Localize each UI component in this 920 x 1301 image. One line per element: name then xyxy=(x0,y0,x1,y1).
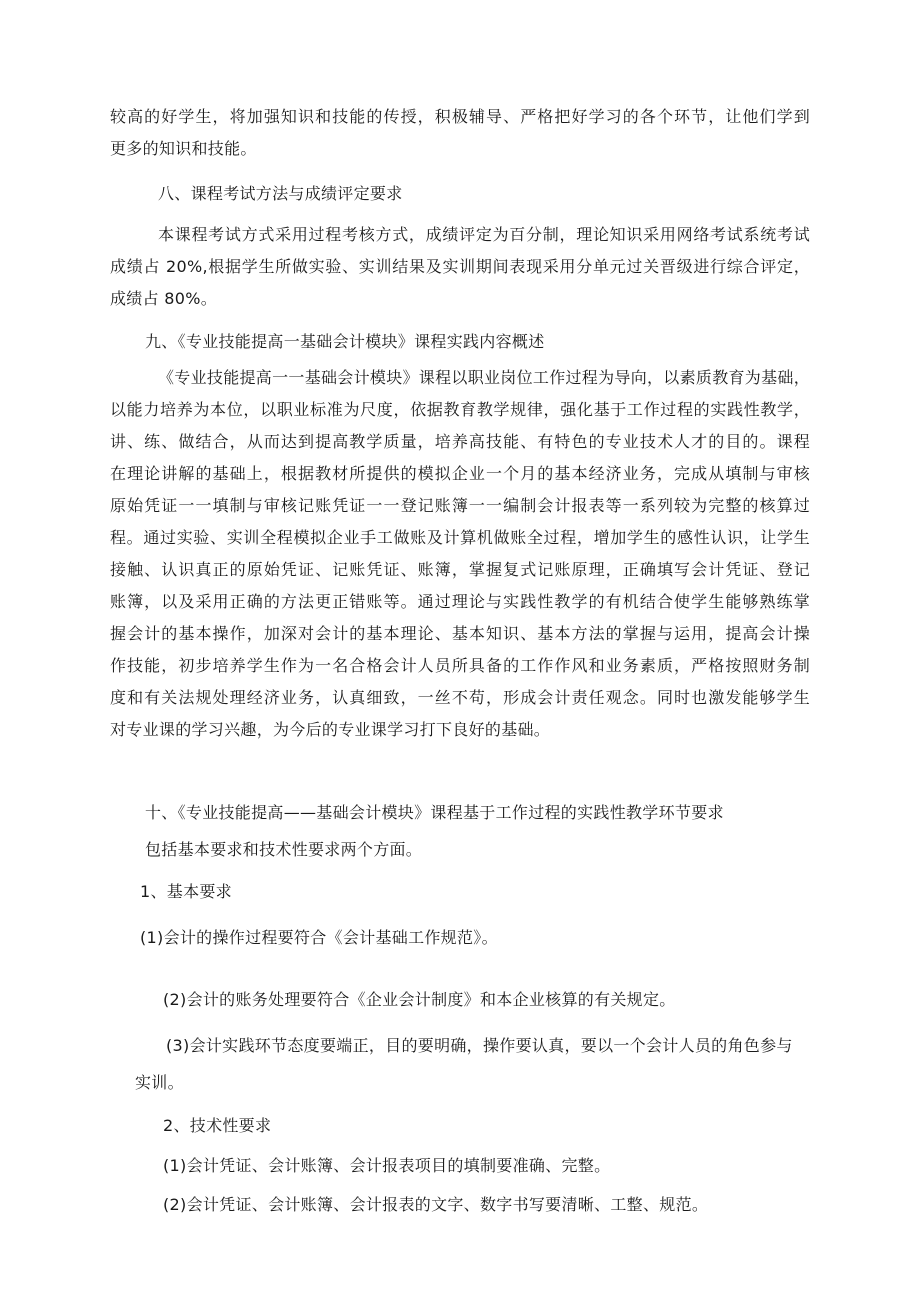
text-line: 讲、练、做结合，从而达到提高教学质量，培养高技能、有特色的专业技术人才的目的。课程 xyxy=(110,432,810,451)
text-line: 作技能，初步培养学生作为一名合格会计人员所具备的工作作风和业务素质，严格按照财务制 xyxy=(110,656,810,675)
text-line: 《专业技能提高一一基础会计模块》课程以职业岗位工作过程为导向，以素质教育为基础， xyxy=(158,368,811,387)
intro-paragraph xyxy=(110,101,810,165)
text-line: 以能力培养为本位，以职业标准为尺度，依据教育教学规律，强化基于工作过程的实践性教学， xyxy=(110,400,810,419)
text-line: 握会计的基本操作，加深对会计的基本理论、基本知识、基本方法的掌握与运用，提高会计操 xyxy=(110,624,810,643)
text-line: 更多的知识和技能。 xyxy=(110,139,257,158)
text-line: 成绩占 20%,根据学生所做实验、实训结果及实训期间表现采用分单元过关晋级进行综合评定， xyxy=(110,257,810,276)
section8-paragraph xyxy=(110,219,810,315)
section10-intro: 包括基本要求和技术性要求两个方面。 xyxy=(145,840,423,859)
basic-requirement-2: (2)会计的账务处理要符合《企业会计制度》和本企业核算的有关规定。 xyxy=(163,990,676,1009)
text-line: 度和有关法规处理经济业务，认真细致，一丝不苟，形成会计责任观念。同时也激发能够学生 xyxy=(110,688,810,707)
text-line: 账簿，以及采用正确的方法更正错账等。通过理论与实践性教学的有机结合使学生能够熟练掌 xyxy=(110,592,810,611)
section9-heading: 九、《专业技能提高一基础会计模块》课程实践内容概述 xyxy=(145,332,545,351)
basic-requirement-1: (1)会计的操作过程要符合《会计基础工作规范》。 xyxy=(140,928,498,947)
text-line: 原始凭证一一填制与审核记账凭证一一登记账簿一一编制会计报表等一系列较为完整的核算过 xyxy=(110,496,810,515)
section9-paragraph xyxy=(110,362,810,746)
section8-heading: 八、课程考试方法与成绩评定要求 xyxy=(158,184,403,203)
basic-requirement-3: (3)会计实践环节态度要端正，目的要明确，操作要认真，要以一个会计人员的角色参与 xyxy=(166,1036,793,1055)
technical-requirement-1: (1)会计凭证、会计账簿、会计报表项目的填制要准确、完整。 xyxy=(163,1156,611,1175)
basic-requirements-heading: 1、基本要求 xyxy=(140,882,232,901)
text-line: 接触、认识真正的原始凭证、记账凭证、账簿，掌握复式记账原理，正确填写会计凭证、登记 xyxy=(110,560,810,579)
text-line: 对专业课的学习兴趣，为今后的专业课学习打下良好的基础。 xyxy=(110,720,551,739)
text-line: 较高的好学生，将加强知识和技能的传授，积极辅导、严格把好学习的各个环节，让他们学到 xyxy=(110,107,810,126)
technical-requirements-heading: 2、技术性要求 xyxy=(163,1116,272,1135)
text-line: 成绩占 80%。 xyxy=(110,289,218,308)
section10-heading: 十、《专业技能提高——基础会计模块》课程基于工作过程的实践性教学环节要求 xyxy=(145,803,724,822)
text-line: 本课程考试方式采用过程考核方式，成绩评定为百分制，理论知识采用网络考试系统考试 xyxy=(158,225,810,244)
technical-requirement-2: (2)会计凭证、会计账簿、会计报表的文字、数字书写要清晰、工整、规范。 xyxy=(163,1195,709,1214)
text-line: 程。通过实验、实训全程模拟企业手工做账及计算机做账全过程，增加学生的感性认识，让学生 xyxy=(110,528,810,547)
basic-requirement-3-continued: 实训。 xyxy=(135,1073,184,1092)
text-line: 在理论讲解的基础上，根据教材所提供的模拟企业一个月的基本经济业务，完成从填制与审核 xyxy=(110,464,810,483)
